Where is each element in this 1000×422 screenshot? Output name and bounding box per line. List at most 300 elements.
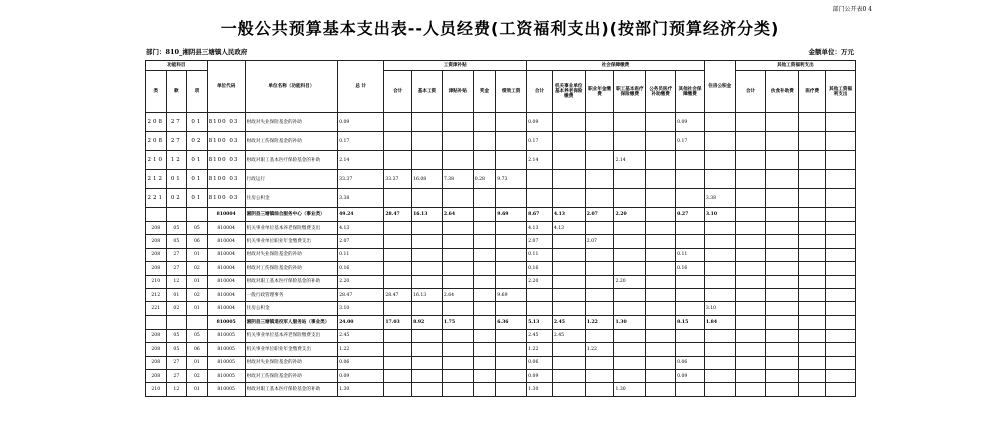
- cell-o-other: [826, 275, 856, 288]
- cell-o-med: [799, 288, 826, 301]
- cell-s-allow: [442, 329, 473, 342]
- cell-o-meal: [766, 302, 799, 315]
- cell-housing: 3.10: [704, 302, 735, 315]
- cell-c-medical: [614, 302, 646, 315]
- cell-o-meal: [766, 275, 799, 288]
- cell-c-total: 0.11: [527, 248, 553, 261]
- cell-kuan: 27: [166, 262, 187, 275]
- cell-c-medical: [614, 113, 646, 132]
- cell-c-medical: [614, 235, 646, 248]
- cell-s-allow: [442, 262, 473, 275]
- cell-o-meal: [766, 151, 799, 170]
- cell-name: 机关事业单位职业年金缴费支出: [245, 343, 337, 356]
- cell-c-other: [676, 288, 705, 301]
- cell-kuan: 27: [166, 369, 187, 382]
- header-salary-subsidy: 工资津补贴: [384, 61, 527, 71]
- cell-c-civil: [646, 235, 676, 248]
- header-housing-fund: 住房公积金: [704, 61, 735, 113]
- cell-housing: [704, 262, 735, 275]
- cell-o-other: [826, 132, 856, 151]
- cell-s-allow: [442, 356, 473, 369]
- cell-o-other: [826, 343, 856, 356]
- cell-c-annuity: [585, 356, 614, 369]
- cell-code: 810004: [207, 302, 245, 315]
- cell-c-other: 0.09: [676, 369, 705, 382]
- cell-s-perf: 9.69: [496, 288, 527, 301]
- cell-s-bonus: [473, 315, 496, 329]
- cell-s-total: 28.47: [384, 288, 412, 301]
- cell-c-pension: [552, 235, 585, 248]
- cell-o-meal: [766, 343, 799, 356]
- cell-s-allow: [442, 302, 473, 315]
- cell-o-med: [799, 189, 826, 208]
- cell-c-civil: [646, 208, 676, 222]
- cell-lei: 221: [146, 189, 167, 208]
- cell-lei: 221: [146, 302, 167, 315]
- cell-c-total: [527, 189, 553, 208]
- cell-s-bonus: [473, 383, 496, 396]
- page-title: 一般公共预算基本支出表--人员经费(工资福利支出)(按部门预算经济分类): [220, 19, 780, 38]
- cell-kuan: 27: [166, 248, 187, 261]
- cell-c-civil: [646, 288, 676, 301]
- cell-s-allow: [442, 235, 473, 248]
- cell-o-total: [735, 208, 766, 222]
- cell-lei: 208: [146, 343, 167, 356]
- cell-lei: 208: [146, 132, 167, 151]
- cell-o-total: [735, 275, 766, 288]
- cell-s-bonus: [473, 222, 496, 235]
- header-other-total: 合计: [735, 71, 766, 113]
- cell-total: 2.07: [338, 235, 384, 248]
- cell-lei: 208: [146, 356, 167, 369]
- header-kuan: 款: [166, 71, 187, 113]
- cell-o-other: [826, 113, 856, 132]
- cell-o-meal: [766, 208, 799, 222]
- cell-housing: [704, 170, 735, 189]
- cell-o-meal: [766, 248, 799, 261]
- cell-xiang: 01: [187, 383, 208, 396]
- cell-c-medical: 2.20: [614, 208, 646, 222]
- cell-s-total: 17.03: [384, 315, 412, 329]
- cell-xiang: 01: [187, 189, 208, 208]
- cell-c-medical: 2.14: [614, 151, 646, 170]
- cell-total: 28.47: [338, 288, 384, 301]
- table-row: [146, 189, 856, 208]
- cell-xiang: [187, 315, 208, 329]
- cell-name: 财政对职工基本医疗保险基金的补助: [245, 151, 337, 170]
- cell-s-basic: [412, 343, 443, 356]
- cell-code: 810005: [207, 343, 245, 356]
- cell-c-pension: [552, 132, 585, 151]
- cell-s-perf: [496, 356, 527, 369]
- cell-c-pension: [552, 189, 585, 208]
- cell-xiang: 01: [187, 248, 208, 261]
- cell-c-other: 0.11: [676, 248, 705, 261]
- cell-c-pension: [552, 383, 585, 396]
- cell-s-allow: [442, 189, 473, 208]
- cell-code: 810004: [207, 248, 245, 261]
- cell-housing: [704, 369, 735, 382]
- cell-s-perf: 6.36: [496, 315, 527, 329]
- cell-kuan: [166, 208, 187, 222]
- cell-c-total: [527, 170, 553, 189]
- cell-kuan: 12: [166, 151, 187, 170]
- cell-o-meal: [766, 222, 799, 235]
- cell-o-med: [799, 275, 826, 288]
- cell-c-medical: [614, 343, 646, 356]
- cell-lei: 208: [146, 222, 167, 235]
- cell-c-annuity: [585, 170, 614, 189]
- cell-c-pension: 4.13: [552, 208, 585, 222]
- cell-code: 8100 03: [207, 113, 245, 132]
- cell-code: 810004: [207, 235, 245, 248]
- cell-name: 财政对工伤保险基金的补助: [245, 132, 337, 151]
- cell-c-annuity: [585, 275, 614, 288]
- cell-code: 8100 03: [207, 132, 245, 151]
- cell-c-civil: [646, 113, 676, 132]
- cell-o-med: [799, 356, 826, 369]
- cell-c-civil: [646, 329, 676, 342]
- cell-housing: [704, 151, 735, 170]
- cell-kuan: 05: [166, 343, 187, 356]
- cell-c-annuity: [585, 132, 614, 151]
- cell-s-bonus: [473, 189, 496, 208]
- header-unit-name: 单位名称（功能科目）: [245, 61, 337, 113]
- cell-s-perf: [496, 113, 527, 132]
- cell-xiang: 01: [187, 151, 208, 170]
- cell-o-total: [735, 262, 766, 275]
- cell-c-other: [676, 189, 705, 208]
- cell-o-meal: [766, 170, 799, 189]
- cell-xiang: 06: [187, 343, 208, 356]
- cell-o-meal: [766, 262, 799, 275]
- cell-c-annuity: [585, 302, 614, 315]
- cell-total: 0.11: [338, 248, 384, 261]
- header-performance: 绩效工资: [496, 71, 527, 113]
- cell-xiang: 05: [187, 222, 208, 235]
- cell-c-civil: [646, 151, 676, 170]
- cell-c-annuity: 2.07: [585, 208, 614, 222]
- cell-xiang: 06: [187, 235, 208, 248]
- cell-s-basic: [412, 369, 443, 382]
- cell-housing: [704, 275, 735, 288]
- cell-code: 810005: [207, 315, 245, 329]
- cell-c-total: 8.67: [527, 208, 553, 222]
- cell-s-bonus: [473, 113, 496, 132]
- cell-total: 3.10: [338, 302, 384, 315]
- cell-s-allow: [442, 369, 473, 382]
- cell-housing: [704, 383, 735, 396]
- table-row: [146, 248, 856, 261]
- cell-name: 一般行政管理事务: [245, 288, 337, 301]
- cell-c-medical: [614, 132, 646, 151]
- cell-c-other: [676, 383, 705, 396]
- cell-kuan: 01: [166, 170, 187, 189]
- cell-c-annuity: [585, 369, 614, 382]
- cell-s-bonus: [473, 356, 496, 369]
- cell-o-total: [735, 356, 766, 369]
- cell-c-civil: [646, 170, 676, 189]
- cell-kuan: 27: [166, 356, 187, 369]
- cell-s-perf: [496, 248, 527, 261]
- cell-s-basic: [412, 302, 443, 315]
- cell-o-meal: [766, 369, 799, 382]
- header-salary-total: 合计: [384, 71, 412, 113]
- cell-c-medical: [614, 248, 646, 261]
- cell-c-civil: [646, 356, 676, 369]
- cell-c-pension: [552, 275, 585, 288]
- cell-code: 810004: [207, 275, 245, 288]
- cell-s-perf: [496, 275, 527, 288]
- cell-kuan: 12: [166, 383, 187, 396]
- cell-o-total: [735, 288, 766, 301]
- cell-s-bonus: [473, 235, 496, 248]
- cell-c-annuity: [585, 288, 614, 301]
- cell-code: 810004: [207, 208, 245, 222]
- cell-c-civil: [646, 262, 676, 275]
- cell-kuan: 02: [166, 302, 187, 315]
- cell-s-total: [384, 369, 412, 382]
- cell-s-perf: [496, 235, 527, 248]
- header-bonus: 奖金: [473, 71, 496, 113]
- cell-lei: 208: [146, 235, 167, 248]
- cell-c-total: 2.14: [527, 151, 553, 170]
- cell-o-total: [735, 343, 766, 356]
- cell-s-total: [384, 113, 412, 132]
- cell-s-perf: 9.69: [496, 208, 527, 222]
- cell-code: 810005: [207, 383, 245, 396]
- cell-code: 8100 03: [207, 170, 245, 189]
- cell-name: 财政对失业保险基金的补助: [245, 356, 337, 369]
- cell-c-civil: [646, 369, 676, 382]
- header-annuity: 职业年金缴费: [585, 71, 614, 113]
- cell-xiang: [187, 208, 208, 222]
- table-row: [146, 369, 856, 382]
- header-social-total: 合计: [527, 71, 553, 113]
- cell-o-total: [735, 189, 766, 208]
- cell-total: 1.30: [338, 383, 384, 396]
- cell-c-medical: 1.30: [614, 315, 646, 329]
- cell-total: 0.16: [338, 262, 384, 275]
- cell-o-other: [826, 208, 856, 222]
- table-body: [146, 113, 856, 397]
- cell-o-meal: [766, 356, 799, 369]
- cell-o-other: [826, 235, 856, 248]
- cell-c-civil: [646, 343, 676, 356]
- cell-xiang: 01: [187, 170, 208, 189]
- cell-s-allow: [442, 248, 473, 261]
- cell-c-pension: [552, 248, 585, 261]
- cell-c-total: 1.22: [527, 343, 553, 356]
- cell-o-other: [826, 315, 856, 329]
- cell-kuan: 27: [166, 113, 187, 132]
- cell-name: 财政对工伤保险基金的补助: [245, 262, 337, 275]
- cell-c-pension: [552, 262, 585, 275]
- cell-s-bonus: [473, 329, 496, 342]
- cell-lei: 208: [146, 113, 167, 132]
- header-social-security: 社会保障缴费: [527, 61, 705, 71]
- cell-c-other: 0.17: [676, 132, 705, 151]
- cell-o-meal: [766, 383, 799, 396]
- cell-c-pension: [552, 302, 585, 315]
- header-pension: 机关事业单位基本养老保险缴费: [552, 71, 585, 113]
- cell-kuan: 02: [166, 189, 187, 208]
- table-row: [146, 343, 856, 356]
- cell-o-meal: [766, 315, 799, 329]
- cell-s-total: 33.37: [384, 170, 412, 189]
- header-other-salary: 其他工资福利支出: [826, 71, 856, 113]
- subtotal-row: [146, 208, 856, 222]
- cell-lei: 210: [146, 383, 167, 396]
- cell-s-bonus: 0.28: [473, 170, 496, 189]
- cell-kuan: 05: [166, 222, 187, 235]
- cell-c-other: 0.15: [676, 315, 705, 329]
- cell-total: 2.45: [338, 329, 384, 342]
- cell-c-medical: [614, 369, 646, 382]
- cell-c-total: 4.13: [527, 222, 553, 235]
- cell-s-allow: [442, 343, 473, 356]
- cell-s-perf: [496, 151, 527, 170]
- cell-o-meal: [766, 329, 799, 342]
- cell-s-total: [384, 189, 412, 208]
- cell-o-meal: [766, 113, 799, 132]
- cell-xiang: 02: [187, 369, 208, 382]
- cell-s-basic: [412, 151, 443, 170]
- cell-s-bonus: [473, 248, 496, 261]
- cell-s-basic: [412, 262, 443, 275]
- cell-total: 49.24: [338, 208, 384, 222]
- cell-s-allow: [442, 151, 473, 170]
- cell-c-annuity: [585, 329, 614, 342]
- cell-o-total: [735, 235, 766, 248]
- cell-s-bonus: [473, 275, 496, 288]
- cell-s-perf: [496, 383, 527, 396]
- cell-s-basic: [412, 275, 443, 288]
- header-meal: 伙食补助费: [766, 71, 799, 113]
- cell-name: 住房公积金: [245, 189, 337, 208]
- header-xiang: 项: [187, 71, 208, 113]
- table-row: [146, 132, 856, 151]
- cell-lei: [146, 208, 167, 222]
- cell-s-basic: [412, 248, 443, 261]
- cell-kuan: 05: [166, 329, 187, 342]
- cell-code: 810005: [207, 356, 245, 369]
- cell-s-total: [384, 343, 412, 356]
- cell-housing: [704, 343, 735, 356]
- cell-c-medical: [614, 329, 646, 342]
- cell-s-total: [384, 302, 412, 315]
- cell-xiang: 01: [187, 275, 208, 288]
- cell-xiang: 01: [187, 356, 208, 369]
- cell-s-basic: 8.92: [412, 315, 443, 329]
- cell-o-total: [735, 132, 766, 151]
- cell-c-other: [676, 275, 705, 288]
- cell-c-total: 2.20: [527, 275, 553, 288]
- cell-housing: 1.84: [704, 315, 735, 329]
- cell-c-annuity: [585, 262, 614, 275]
- cell-c-medical: 2.20: [614, 275, 646, 288]
- amount-unit-label: 金额单位：万元: [808, 48, 854, 56]
- cell-s-total: [384, 275, 412, 288]
- cell-o-total: [735, 369, 766, 382]
- cell-o-total: [735, 315, 766, 329]
- cell-s-perf: [496, 189, 527, 208]
- cell-total: 1.22: [338, 343, 384, 356]
- cell-lei: 208: [146, 369, 167, 382]
- cell-s-basic: 16.13: [412, 208, 443, 222]
- header-basic-salary: 基本工资: [412, 71, 443, 113]
- cell-s-perf: 9.73: [496, 170, 527, 189]
- cell-c-pension: [552, 113, 585, 132]
- cell-c-other: [676, 222, 705, 235]
- cell-code: 810005: [207, 329, 245, 342]
- cell-name: 湘阴县三塘镇退役军人服务站（事业类）: [245, 315, 337, 329]
- cell-o-med: [799, 132, 826, 151]
- table-row: [146, 356, 856, 369]
- cell-o-med: [799, 262, 826, 275]
- cell-s-total: [384, 151, 412, 170]
- cell-s-basic: 16.13: [412, 288, 443, 301]
- cell-housing: [704, 356, 735, 369]
- cell-s-perf: [496, 132, 527, 151]
- cell-total: 4.13: [338, 222, 384, 235]
- table-row: [146, 275, 856, 288]
- cell-total: 0.17: [338, 132, 384, 151]
- cell-housing: 3.38: [704, 189, 735, 208]
- cell-c-medical: [614, 189, 646, 208]
- cell-s-basic: 16.08: [412, 170, 443, 189]
- cell-o-total: [735, 383, 766, 396]
- cell-o-other: [826, 288, 856, 301]
- cell-c-pension: [552, 170, 585, 189]
- cell-xiang: 02: [187, 262, 208, 275]
- cell-s-bonus: [473, 343, 496, 356]
- cell-o-med: [799, 369, 826, 382]
- cell-o-med: [799, 222, 826, 235]
- cell-s-total: [384, 235, 412, 248]
- cell-c-civil: [646, 222, 676, 235]
- cell-c-annuity: [585, 383, 614, 396]
- cell-o-med: [799, 113, 826, 132]
- cell-name: 湘阴县三塘镇综合服务中心（事业类）: [245, 208, 337, 222]
- cell-s-allow: [442, 113, 473, 132]
- header-civil-medical: 公务员医疗补助缴费: [646, 71, 676, 113]
- cell-s-bonus: [473, 369, 496, 382]
- header-unit-code: 单位代码: [207, 61, 245, 113]
- cell-o-total: [735, 302, 766, 315]
- cell-s-perf: [496, 302, 527, 315]
- cell-kuan: [166, 315, 187, 329]
- cell-c-total: 1.30: [527, 383, 553, 396]
- cell-lei: 212: [146, 288, 167, 301]
- table-row: [146, 329, 856, 342]
- header-other-welfare: 其他工资福利支出: [735, 61, 855, 71]
- cell-name: 财政对职工基本医疗保险基金的补助: [245, 383, 337, 396]
- cell-c-total: 0.17: [527, 132, 553, 151]
- cell-name: 机关事业单位基本养老保险缴费支出: [245, 222, 337, 235]
- cell-s-total: [384, 222, 412, 235]
- cell-c-medical: [614, 170, 646, 189]
- cell-s-bonus: [473, 262, 496, 275]
- cell-c-annuity: 1.22: [585, 315, 614, 329]
- cell-o-meal: [766, 189, 799, 208]
- cell-c-medical: [614, 222, 646, 235]
- cell-o-total: [735, 329, 766, 342]
- header-func-subject: 功能科目: [146, 61, 208, 71]
- cell-housing: [704, 113, 735, 132]
- cell-total: 0.09: [338, 113, 384, 132]
- cell-c-total: 2.45: [527, 329, 553, 342]
